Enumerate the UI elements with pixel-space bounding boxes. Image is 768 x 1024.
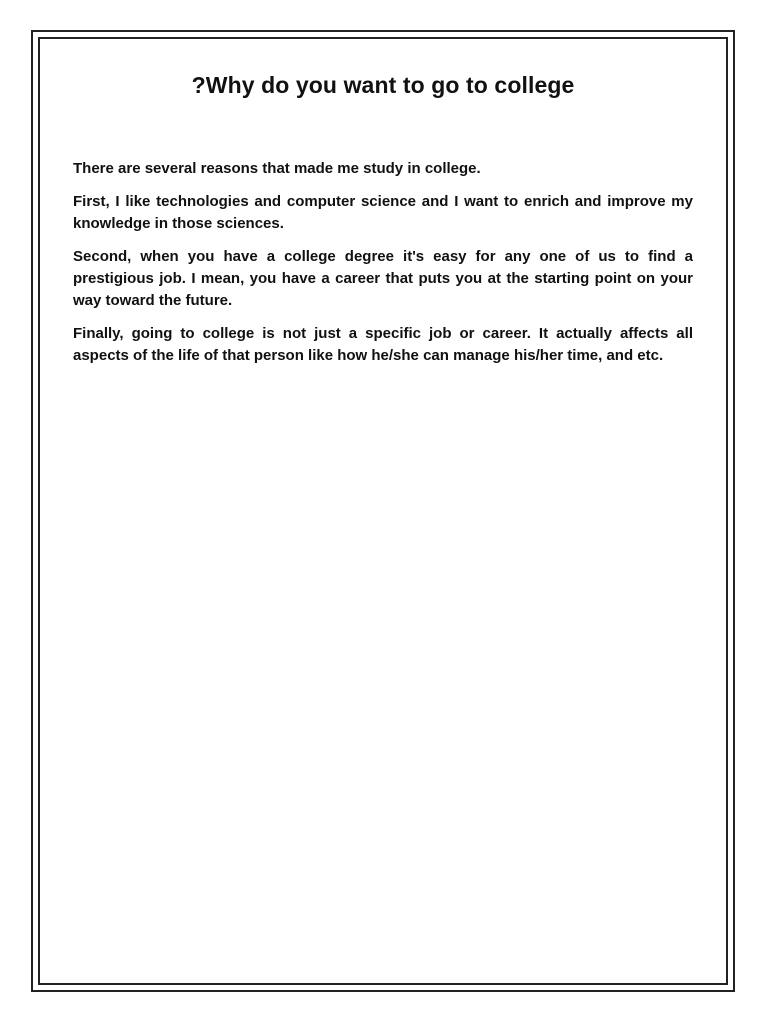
paragraph-intro: There are several reasons that made me study in college. [73, 160, 481, 177]
paragraph-final-reason: Finally, going to college is not just a specific job or career. It actually affects all aspects of the life of that person like how he/she can manage his/her time, and etc. [73, 325, 693, 364]
paragraph-first-reason: First, I like technologies and computer science and I want to enrich and improve my knowledge in those sciences. [73, 193, 693, 232]
document-body [73, 158, 693, 367]
document-content [73, 66, 693, 378]
document-title: ?Why do you want to go to college [191, 72, 575, 98]
paragraph-second-reason: Second, when you have a college degree it's easy for any one of us to find a prestigious job. I mean, you have a career that puts you at the starting point on your way toward the future. [73, 248, 693, 309]
